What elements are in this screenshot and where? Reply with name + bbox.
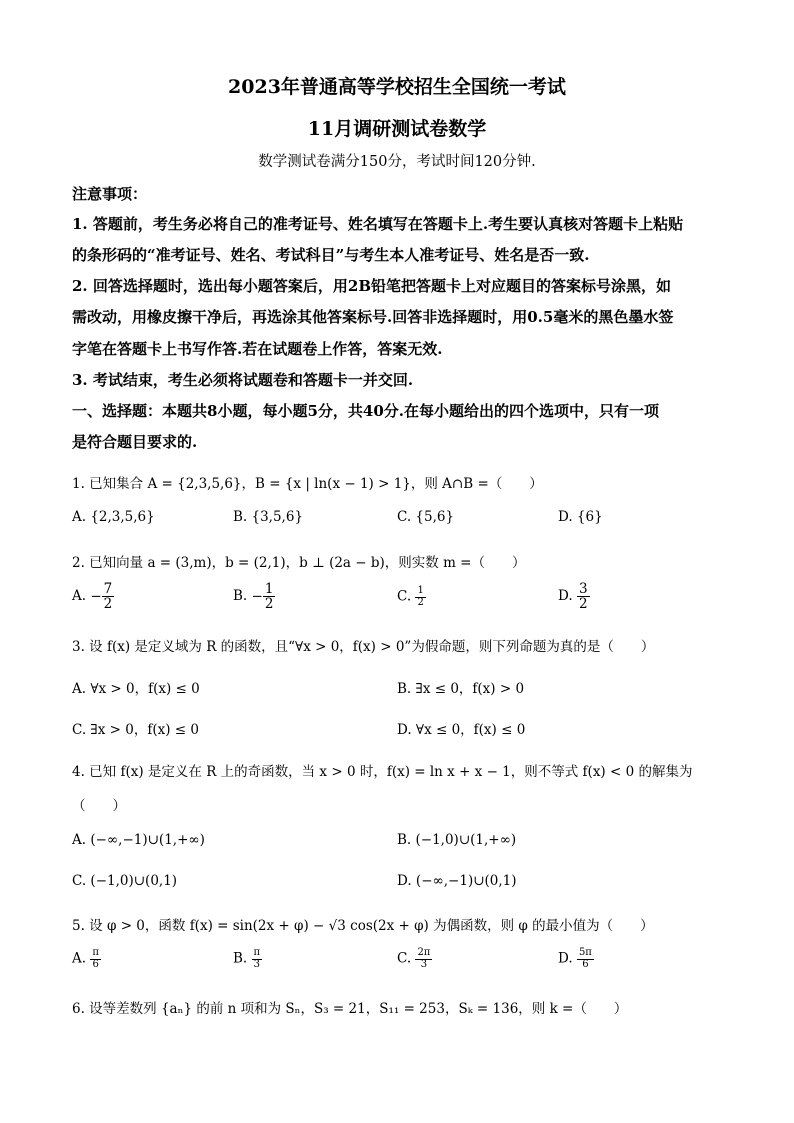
question-1-option-c: C. {5,6} [397,509,455,525]
fraction [577,948,594,970]
denominator: 3 [253,958,260,970]
question-2-option-a [72,582,114,611]
question-5-option-b [233,948,262,970]
numerator: 5π [578,947,592,958]
denominator: 6 [92,958,99,970]
option-label: A. [72,588,87,605]
question-4-option-b: B. (−1,0)∪(1,+∞) [397,832,517,848]
question-5-stem: 5. 设 φ > 0，函数 f(x) = sin(2x + φ) − √3 cos(2x + φ) 为偶函数，则 φ 的最小值为（ ） [72,918,654,934]
question-2-option-b [233,582,275,611]
question-3-stem: 3. 设 f(x) 是定义域为 R 的函数，且“∀x > 0，f(x) > 0”为假命题，则下列命题为真的是（ ） [72,639,655,655]
denominator: 3 [420,958,428,970]
denominator: 2 [103,596,113,613]
numerator: 1 [417,585,424,596]
fraction [263,582,276,611]
fraction [415,586,425,608]
option-label: B. [233,950,248,967]
fraction [415,948,432,970]
section-heading: 是符合题目要求的. [72,433,198,451]
question-3-option-a: A. ∀x > 0，f(x) ≤ 0 [72,681,200,697]
question-2-option-d [558,582,590,611]
notes-line: 字笔在答题卡上书写作答.若在试题卷上作答，答案无效. [72,340,443,358]
denominator: 2 [417,596,424,608]
numerator: 7 [103,581,113,597]
fraction [252,948,263,970]
question-4-option-a: A. (−∞,−1)∪(1,+∞) [72,832,205,848]
fraction [102,582,115,611]
option-label: A. [72,950,87,967]
numerator: 3 [578,581,588,597]
fraction [90,948,101,970]
denominator: 6 [582,958,589,970]
notes-line: 的条形码的“准考证号、姓名、考试科目”与考生本人准考证号、姓名是否一致. [72,246,590,264]
denominator: 2 [578,596,588,613]
notes-line: 1. 答题前，考生务必将自己的准考证号、姓名填写在答题卡上.考生要认真核对答题卡上粘贴 [72,215,684,233]
question-2-option-c [397,586,426,608]
question-5-option-a [72,948,101,970]
question-1-option-b: B. {3,5,6} [233,509,304,525]
section-heading: 一、选择题：本题共8小题，每小题5分，共40分.在每小题给出的四个选项中，只有一项 [72,402,659,420]
option-label: B. [233,588,248,605]
exam-subtitle: 11月调研测试卷数学 [307,118,487,140]
minus-sign: − [90,588,102,605]
option-label: D. [558,588,573,605]
fraction [577,582,590,611]
question-3-option-c: C. ∃x > 0，f(x) ≤ 0 [72,722,199,738]
notes-line: 3. 考试结束，考生必须将试题卷和答题卡一并交回. [72,371,414,389]
question-1-option-a: A. {2,3,5,6} [72,509,155,525]
question-5-option-d [558,948,594,970]
numerator: 2π [417,947,431,958]
question-1-stem: 1. 已知集合 A = {2,3,5,6}，B = {x | ln(x − 1) > 1}，则 A∩B =（ ） [72,476,543,492]
numerator: π [92,947,99,958]
option-label: C. [397,950,412,967]
exam-info: 数学测试卷满分150分，考试时间120分钟. [258,154,536,170]
question-6-stem: 6. 设等差数列 {aₙ} 的前 n 项和为 Sₙ，S₃ = 21，S₁₁ = 253，Sₖ = 136，则 k =（ ） [72,1001,628,1017]
question-4-option-c: C. (−1,0)∪(0,1) [72,873,178,889]
question-5-option-c [397,948,432,970]
notes-heading: 注意事项： [72,185,148,203]
question-2-stem: 2. 已知向量 a = (3,m)，b = (2,1)，b ⊥ (2a − b)，则实数 m =（ ） [72,555,526,571]
minus-sign: − [251,588,263,605]
question-4-stem: 4. 已知 f(x) 是定义在 R 上的奇函数，当 x > 0 时，f(x) = ln x + x − 1，则不等式 f(x) < 0 的解集为 [72,764,693,780]
question-3-option-b: B. ∃x ≤ 0，f(x) > 0 [397,681,525,697]
option-label: C. [397,588,412,605]
question-4-paren: （ ） [72,798,126,814]
question-1-option-d: D. {6} [558,509,603,525]
notes-line: 需改动，用橡皮擦干净后，再选涂其他答案标号.回答非选择题时，用0.5毫米的黑色墨水签 [72,308,674,326]
exam-title: 2023年普通高等学校招生全国统一考试 [228,76,566,98]
notes-line: 2. 回答选择题时，选出每小题答案后，用2B铅笔把答题卡上对应题目的答案标号涂黑，如 [72,277,672,295]
numerator: 1 [264,581,274,597]
numerator: π [253,947,261,958]
option-label: D. [558,950,573,967]
denominator: 2 [264,596,274,613]
question-4-option-d: D. (−∞,−1)∪(0,1) [397,873,517,889]
question-3-option-d: D. ∀x ≤ 0，f(x) ≤ 0 [397,722,526,738]
